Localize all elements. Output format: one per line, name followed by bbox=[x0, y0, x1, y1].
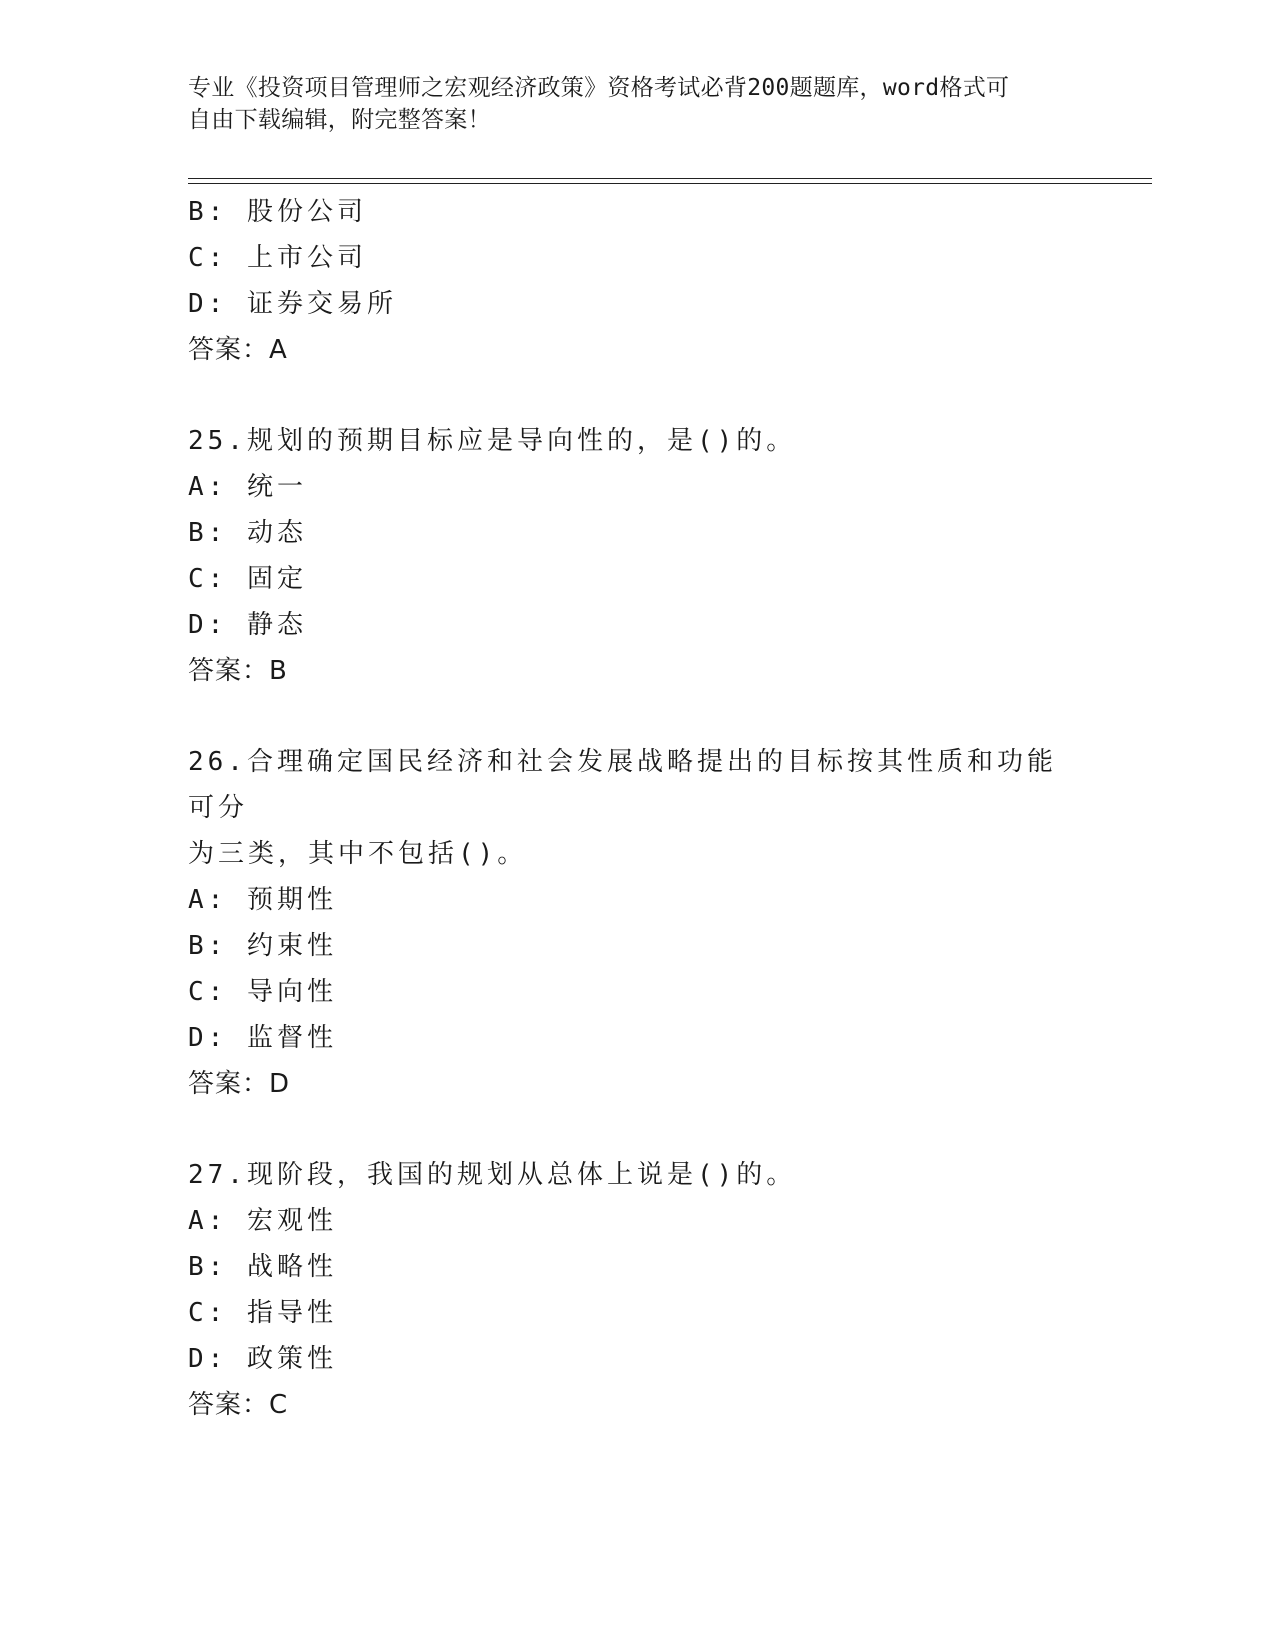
option-c: C: 上市公司 bbox=[188, 243, 367, 273]
spacer bbox=[188, 694, 1088, 739]
question-27 bbox=[188, 1152, 1088, 1428]
option-d: D: 证券交易所 bbox=[188, 289, 397, 319]
option-d: D: 政策性 bbox=[188, 1344, 337, 1374]
header-divider-top bbox=[188, 178, 1152, 179]
answer: 答案：A bbox=[188, 335, 288, 365]
option-b: B: 动态 bbox=[188, 518, 307, 548]
option-a: A: 预期性 bbox=[188, 885, 337, 915]
option-a: A: 宏观性 bbox=[188, 1206, 337, 1236]
question-25 bbox=[188, 418, 1088, 694]
option-b: B: 约束性 bbox=[188, 931, 337, 961]
option-a: A: 统一 bbox=[188, 472, 307, 502]
question-stem: 25.规划的预期目标应是导向性的，是()的。 bbox=[188, 426, 797, 456]
question-stem-line-1: 26.合理确定国民经济和社会发展战略提出的目标按其性质和功能可分 bbox=[188, 747, 1057, 823]
option-b: B: 股份公司 bbox=[188, 197, 367, 227]
answer: 答案：D bbox=[188, 1069, 291, 1099]
header-title-line-1: 专业《投资项目管理师之宏观经济政策》资格考试必背200题题库，word格式可 bbox=[188, 75, 1010, 101]
spacer bbox=[188, 373, 1088, 418]
question-24-continued bbox=[188, 189, 1088, 373]
answer: 答案：C bbox=[188, 1390, 289, 1420]
answer: 答案：B bbox=[188, 656, 288, 686]
question-stem: 27.现阶段，我国的规划从总体上说是()的。 bbox=[188, 1160, 797, 1190]
option-c: C: 固定 bbox=[188, 564, 307, 594]
option-b: B: 战略性 bbox=[188, 1252, 337, 1282]
document-header bbox=[188, 72, 1068, 136]
spacer bbox=[188, 1107, 1088, 1152]
header-title-line-2: 自由下载编辑，附完整答案！ bbox=[188, 107, 491, 133]
option-d: D: 静态 bbox=[188, 610, 307, 640]
question-stem-line-2: 为三类，其中不包括()。 bbox=[188, 839, 528, 869]
option-c: C: 指导性 bbox=[188, 1298, 337, 1328]
option-d: D: 监督性 bbox=[188, 1023, 337, 1053]
option-c: C: 导向性 bbox=[188, 977, 337, 1007]
question-26 bbox=[188, 739, 1088, 1107]
question-list bbox=[188, 189, 1088, 1428]
header-divider-bottom bbox=[188, 183, 1152, 184]
